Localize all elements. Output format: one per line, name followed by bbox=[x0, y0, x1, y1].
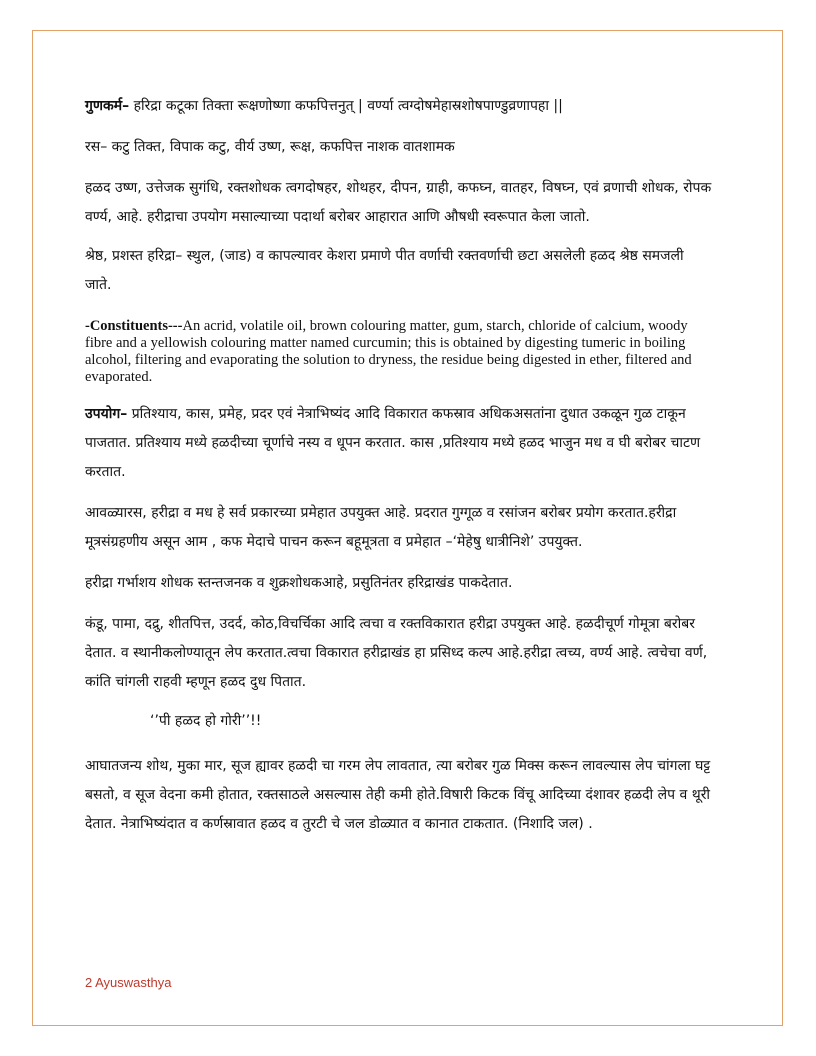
injury-paragraph: आघातजन्य शोथ, मुका मार, सूज ह्यावर हळदी चा गरम लेप लावतात, त्या बरोबर गुळ मिक्स करून लावल्यास लेप चांगला घट्ट बसतो, व सूज वेदना कमी होतात, रक्तसाठले असल्यास तेही कमी होते.विषारी किटक विंचू आदिच्या दंशावर हळदी लेप व थूरी देतात. नेत्राभिष्यंदात व कर्णस्रावात हळद व तुरटी चे जल डोळ्यात व कानात टाकतात. (निशादि जल) . bbox=[85, 758, 711, 832]
skin-paragraph: कंडू, पामा, दद्रु, शीतपित्त, उदर्द, कोठ,विचर्चिका आदि त्वचा व रक्तविकारात हरीद्रा उपयुक्त आहे. हळदीचूर्ण गोमूत्रा बरोबर देतात. व स्थानीकलोण्यातून लेप करतात.त्वचा विकारात हरीद्राखंड हा प्रसिध्द कल्प आहे.हरीद्रा त्वच्य, वर्ण्य आहे. त्वचेचा वर्ण, कांति चांगली राहवी म्हणून हळद दुध पितात. bbox=[85, 616, 708, 690]
garbhashaya-paragraph: हरीद्रा गर्भाशय शोधक स्तन्तजनक व शुक्रशोधकआहे, प्रसुतिनंतर हरिद्राखंड पाकदेतात. bbox=[85, 575, 513, 591]
gunakarma-paragraph bbox=[85, 92, 713, 121]
gunakarma-label: गुणकर्म– bbox=[85, 98, 130, 114]
constituents-text: An acrid, volatile oil, brown colouring matter, gum, starch, chloride of calcium, woody fibre and a yellowish colouring matter named curcumin; this is obtained by digesting tumeric in boiling alcohol, filtering and evaporating the solution to dryness, the residue being digested in ether, filtered and evaporated. bbox=[85, 318, 692, 385]
constituents-paragraph bbox=[85, 318, 713, 386]
uses-label: उपयोग– bbox=[85, 406, 128, 422]
gunakarma-text: हरिद्रा कटूका तिक्ता रूक्षणोष्णा कफपित्तनुत् | वर्ण्या त्वग्दोषमेहास्रशोषपाण्डुव्रणापहा || bbox=[129, 98, 563, 114]
properties-paragraph: हळद उष्ण, उत्तेजक सुगंधि, रक्तशोधक त्वगदोषहर, शोथहर, दीपन, ग्राही, कफघ्न, वातहर, विषघ्न, एवं व्रणाची शोधक, रोपक वर्ण्य, आहे. हरीद्राचा उपयोग मसाल्याच्या पदार्था बरोबर आहारात आणि औषधी स्वरूपात केला जातो. bbox=[85, 180, 712, 225]
best-haridra-paragraph: श्रेष्ठ, प्रशस्त हरिद्रा– स्थुल, (जाड) व कापल्यावर केशरा प्रमाणे पीत वर्णाची रक्तवर्णाची छटा असलेली हळद श्रेष्ठ समजली जाते. bbox=[85, 248, 684, 293]
quote-line: ‘’पी हळद हो गोरी’’!! bbox=[150, 713, 262, 729]
page-footer: 2 Ayuswasthya bbox=[85, 975, 172, 990]
document-body bbox=[85, 92, 713, 839]
constituents-label: -Constituents--- bbox=[85, 318, 183, 334]
rasa-paragraph: रस– कटु तिक्त, विपाक कटु, वीर्य उष्ण, रूक्ष, कफपित्त नाशक वातशामक bbox=[85, 139, 455, 155]
prameha-paragraph: आवळ्यारस, हरीद्रा व मध हे सर्व प्रकारच्या प्रमेहात उपयुक्त आहे. प्रदरात गुग्गूळ व रसांजन बरोबर प्रयोग करतात.हरीद्रा मूत्रसंग्रहणीय असून आम , कफ मेदाचे पाचन करून बहूमूत्रता व प्रमेहात –‘मेहेषु धात्रीनिशे’ उपयुक्त. bbox=[85, 505, 677, 550]
uses-text: प्रतिश्याय, कास, प्रमेह, प्रदर एवं नेत्राभिष्यंद आदि विकारात कफस्राव अधिकअसतांना दुधात उकळून गुळ टाकून पाजतात. प्रतिश्याय मध्ये हळदीच्या चूर्णाचे नस्य व धूपन करतात. कास ,प्रतिश्याय मध्ये हळद भाजुन मध व घी बरोबर चाटण करतात. bbox=[85, 406, 701, 480]
uses-paragraph bbox=[85, 400, 713, 487]
